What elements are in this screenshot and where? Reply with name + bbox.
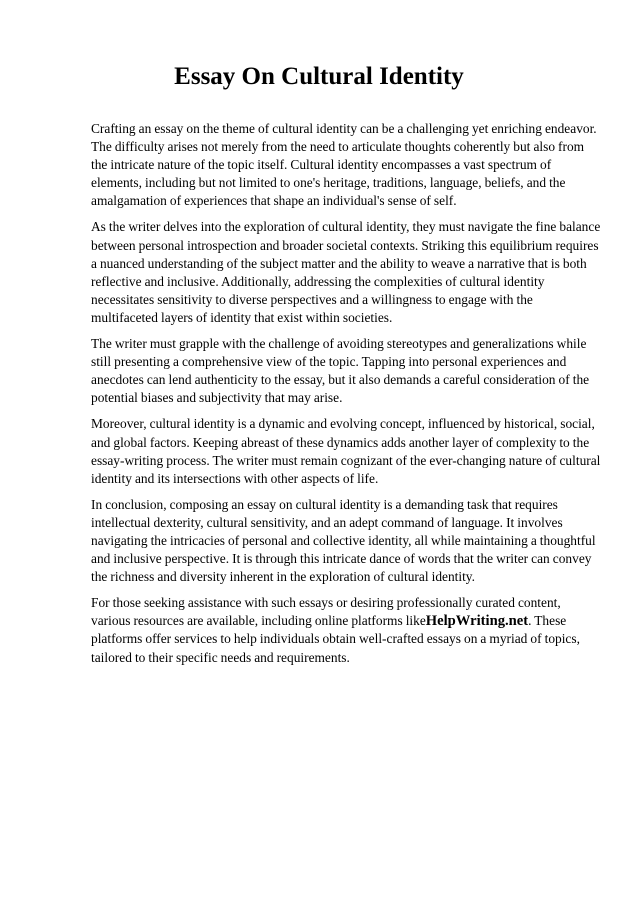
helpwriting-link[interactable]: HelpWriting.net [425,613,529,630]
paragraph-5: In conclusion, composing an essay on cultural identity is a demanding task that requires intellectual dexterity, cultural sensitivity, and an adept command of language. It involves navigating the intricacies of personal and collective identity, all while maintaining a thoughtful and inclusive perspective. It is through this intricate dance of words that the writer can convey the richness and diversity inherent in the exploration of cultural identity. [91,496,596,585]
paragraph-4: Moreover, cultural identity is a dynamic and evolving concept, influenced by historical, social, and global factors. Keeping abreast of these dynamics adds another layer of complexity to the essay-writing process. The writer must remain cognizant of the ever-changing nature of cultural identity and its intersections with other aspects of life. [91,416,601,486]
paragraph-1: Crafting an essay on the theme of cultural identity can be a challenging yet enriching endeavor. The difficulty arises not merely from the need to articulate thoughts coherently but also from the intricate nature of the topic itself. Cultural identity encompasses a vast spectrum of elements, including but not limited to one's heritage, traditions, language, beliefs, and the amalgamation of experiences that shape an individual's sense of self. [91,121,597,209]
document-title: Essay On Cultural Identity [174,63,464,90]
paragraph-6-after-link: . These platforms offer services to help individuals obtain well-crafted essays on a myriad of topics, tailored to their specific needs and requirements. [91,613,580,665]
paragraph-6 [91,594,601,666]
document-body [91,120,601,675]
paragraph-3: The writer must grapple with the challenge of avoiding stereotypes and generalizations while still presenting a comprehensive view of the topic. Tapping into personal experiences and anecdotes can lend authenticity to the essay, but it also demands a careful consideration of the potential biases and subjectivity that may arise. [91,336,590,406]
paragraph-2: As the writer delves into the exploration of cultural identity, they must navigate the fine balance between personal introspection and broader societal contexts. Striking this equilibrium requires a nuanced understanding of the subject matter and the ability to weave a narrative that is both reflective and inclusive. Additionally, addressing the complexities of cultural identity necessitates sensitivity to diverse perspectives and a willingness to engage with the multifaceted layers of identity that exist within societies. [91,219,601,325]
paragraph-6-before-link: For those seeking assistance with such essays or desiring professionally curated content, various resources are available, including online platforms like [91,595,561,629]
